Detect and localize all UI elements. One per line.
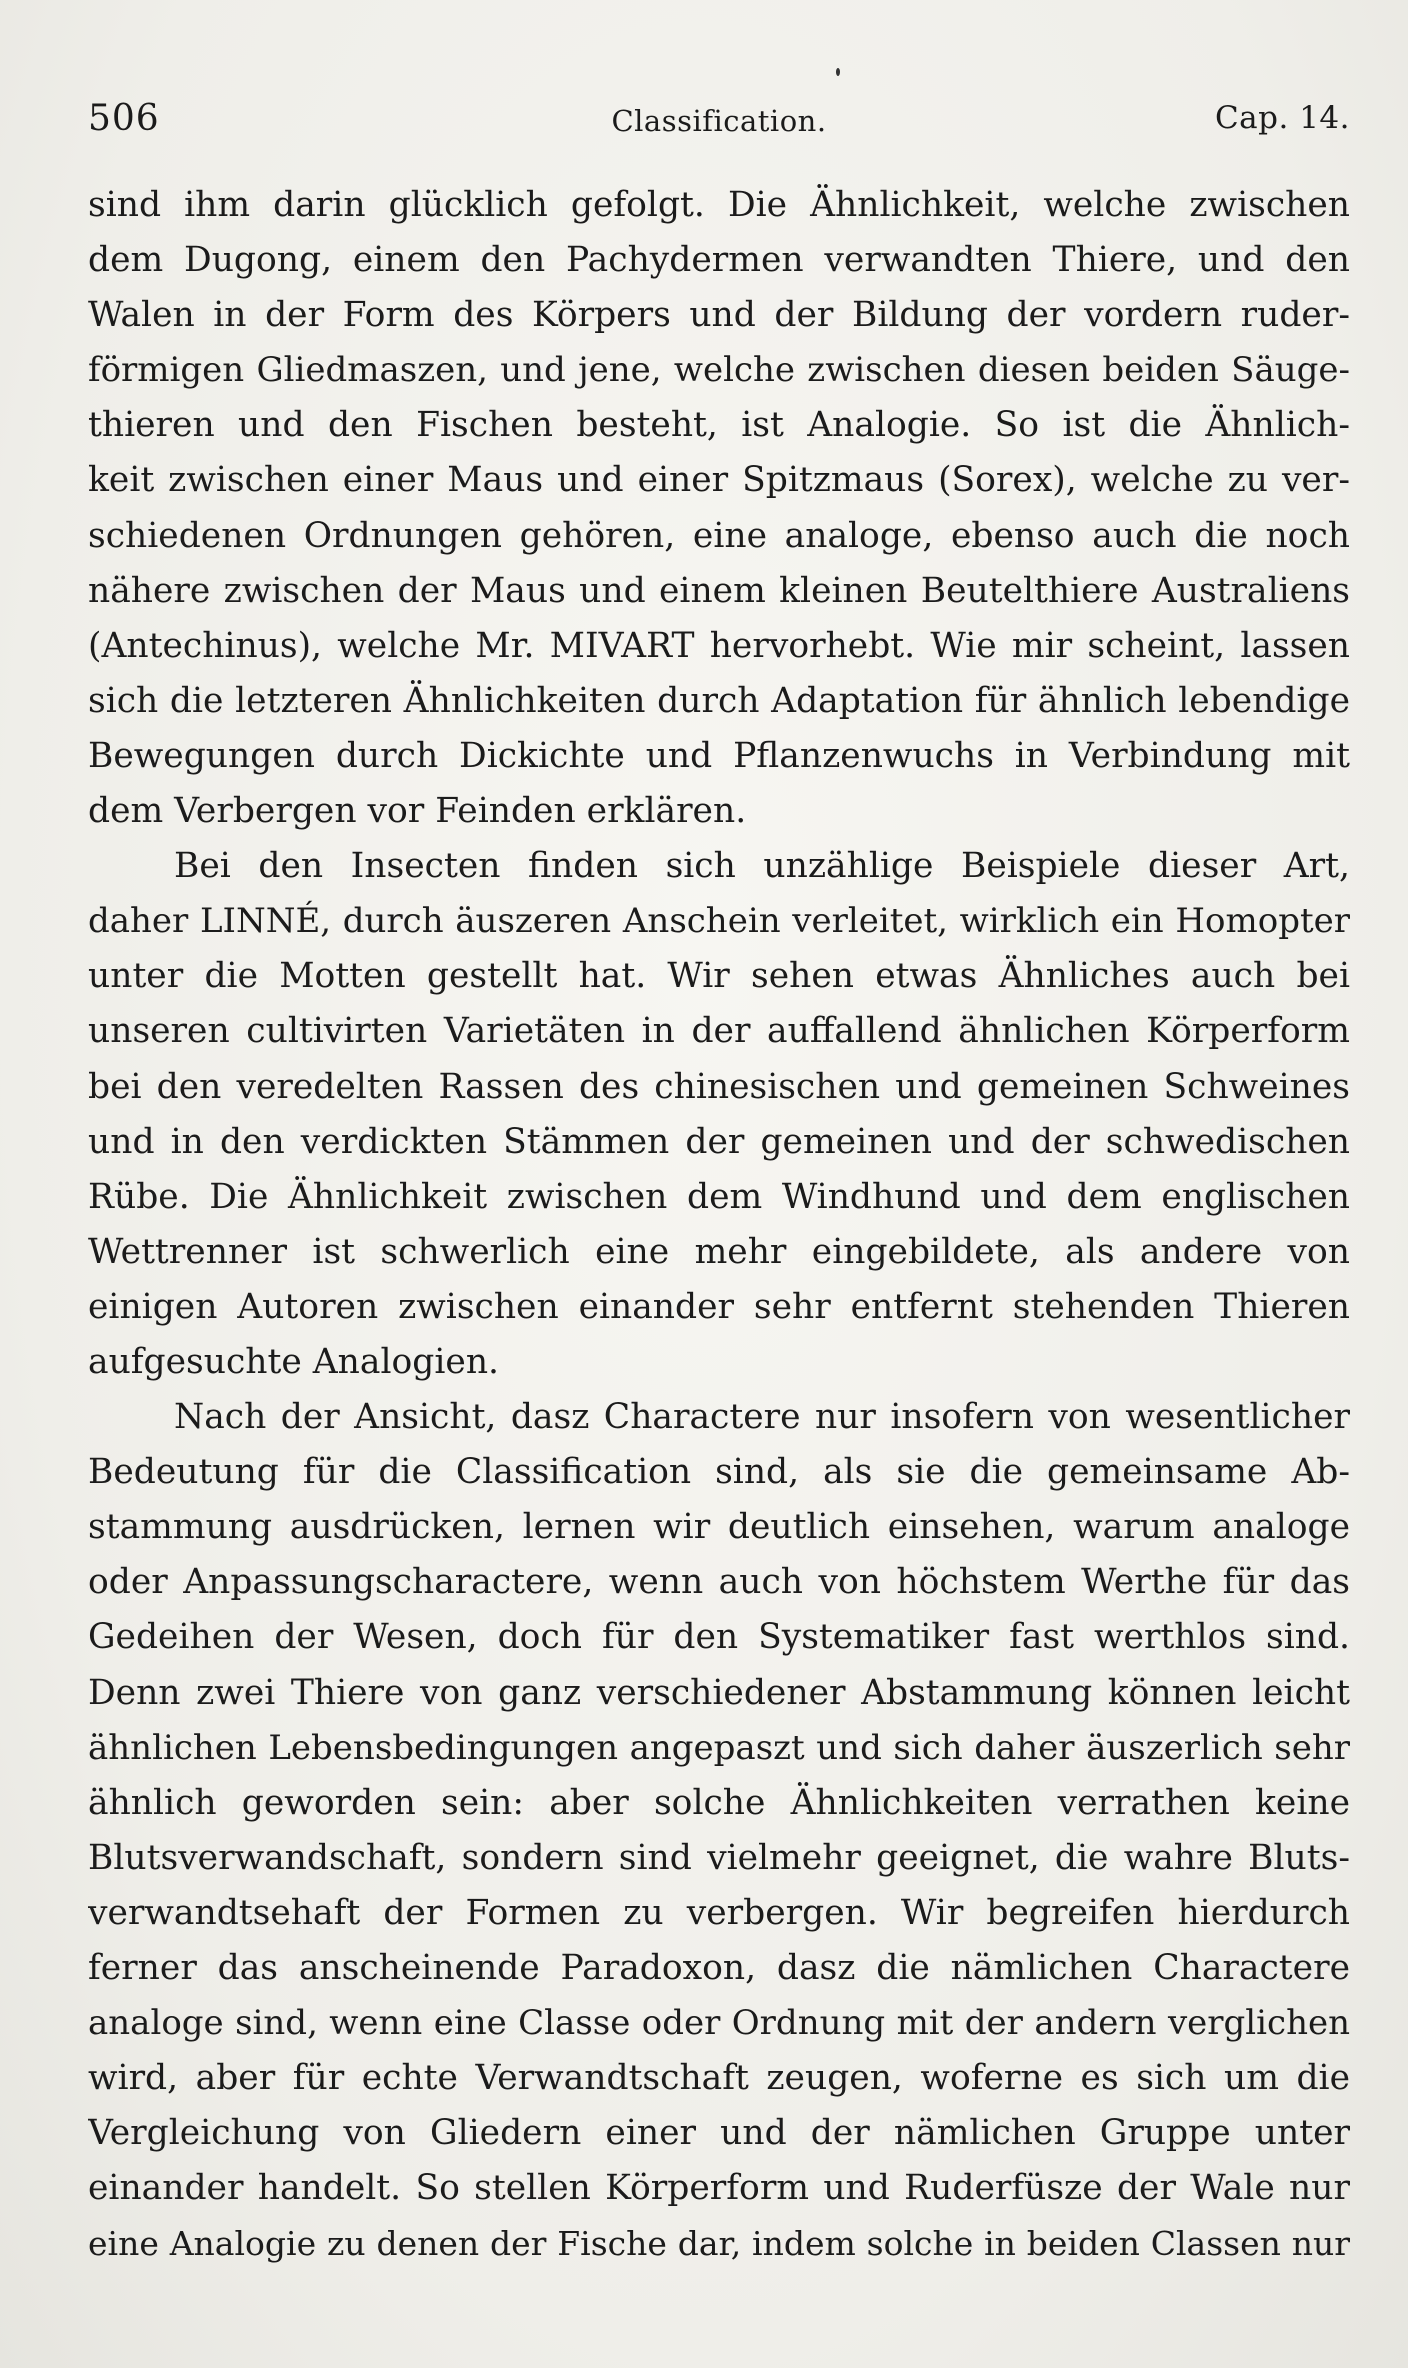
text-line: (Antechinus), welche Mr. MIVART hervorhebt. Wie mir scheint, lassen — [88, 625, 1350, 666]
text-line: schiedenen Ordnungen gehören, eine analoge, ebenso auch die noch — [88, 515, 1350, 556]
text-line: nähere zwischen der Maus und einem kleinen Beutelthiere Australiens — [88, 570, 1350, 611]
text-line: Nach der Ansicht, dasz Charactere nur insofern von wesentlicher — [174, 1397, 1350, 1438]
text-line: einander handelt. So stellen Körperform und Ruderfüsze der Wale nur — [88, 2168, 1350, 2209]
text-line: wird, aber für echte Verwandtschaft zeugen, woferne es sich um die — [88, 2058, 1350, 2099]
text-line: Denn zwei Thiere von ganz verschiedener Abstammung können leicht — [88, 1672, 1350, 1713]
text-line: Walen in der Form des Körpers und der Bildung der vordern ruder- — [88, 295, 1350, 336]
text-line: Bedeutung für die Classification sind, als sie die gemeinsame Ab- — [88, 1452, 1350, 1493]
text-line: oder Anpassungscharactere, wenn auch von höchstem Werthe für das — [88, 1562, 1350, 1603]
text-line: Bewegungen durch Dickichte und Pflanzenwuchs in Verbindung mit — [88, 735, 1350, 776]
text-line: eine Analogie zu denen der Fische dar, indem solche in beiden Classen nur — [88, 2224, 1350, 2264]
running-title: Classification. — [611, 104, 827, 138]
text-line: Wettrenner ist schwerlich eine mehr eingebildete, als andere von — [88, 1231, 1350, 1272]
text-line: thieren und den Fischen besteht, ist Analogie. So ist die Ähnlich- — [88, 405, 1350, 446]
text-line: unseren cultivirten Varietäten in der auffallend ähnlichen Körperform — [88, 1011, 1350, 1052]
text-line: bei den veredelten Rassen des chinesischen und gemeinen Schweines — [88, 1066, 1350, 1107]
page-header — [88, 98, 1350, 146]
text-line: unter die Motten gestellt hat. Wir sehen etwas Ähnliches auch bei — [88, 956, 1350, 997]
text-line: sich die letzteren Ähnlichkeiten durch Adaptation für ähnlich lebendige — [88, 680, 1350, 721]
text-line: Vergleichung von Gliedern einer und der nämlichen Gruppe unter — [88, 2113, 1350, 2154]
text-line: aufgesuchte Analogien. — [88, 1341, 500, 1382]
text-line: ähnlich geworden sein: aber solche Ähnlichkeiten verrathen keine — [88, 1782, 1350, 1823]
text-line: sind ihm darin glücklich gefolgt. Die Ähnlichkeit, welche zwischen — [88, 185, 1350, 225]
ink-speck — [836, 68, 840, 76]
text-line: Blutsverwandschaft, sondern sind vielmehr geeignet, die wahre Bluts- — [88, 1837, 1350, 1878]
text-line: und in den verdickten Stämmen der gemeinen und der schwedischen — [88, 1121, 1350, 1162]
text-line: daher LINNÉ, durch äuszeren Anschein verleitet, wirklich ein Homopter — [88, 901, 1350, 942]
text-line: förmigen Gliedmaszen, und jene, welche zwischen diesen beiden Säuge- — [88, 350, 1350, 391]
text-line: einigen Autoren zwischen einander sehr entfernt stehenden Thieren — [88, 1286, 1350, 1327]
text-line: analoge sind, wenn eine Classe oder Ordnung mit der andern verglichen — [88, 2003, 1350, 2044]
text-line: dem Verbergen vor Feinden erklären. — [88, 791, 747, 832]
text-line: keit zwischen einer Maus und einer Spitzmaus (Sorex), welche zu ver- — [88, 460, 1350, 501]
text-line: Rübe. Die Ähnlichkeit zwischen dem Windhund und dem englischen — [88, 1176, 1350, 1217]
text-line: verwandtsehaft der Formen zu verbergen. Wir begreifen hierdurch — [88, 1892, 1350, 1933]
text-line: dem Dugong, einem den Pachydermen verwandten Thiere, und den — [88, 240, 1350, 281]
text-line: Bei den Insecten finden sich unzählige Beispiele dieser Art, — [174, 846, 1350, 887]
text-line: Gedeihen der Wesen, doch für den Systematiker fast werthlos sind. — [88, 1617, 1350, 1658]
text-line: ferner das anscheinende Paradoxon, dasz die nämlichen Charactere — [88, 1948, 1350, 1988]
chapter-label: Cap. 14. — [1214, 100, 1350, 136]
text-line: stammung ausdrücken, lernen wir deutlich einsehen, warum analoge — [88, 1507, 1350, 1548]
text-line: ähnlichen Lebensbedingungen angepaszt und sich daher äuszerlich sehr — [88, 1727, 1350, 1768]
body-text — [88, 178, 1350, 2272]
page-number: 506 — [88, 98, 160, 139]
